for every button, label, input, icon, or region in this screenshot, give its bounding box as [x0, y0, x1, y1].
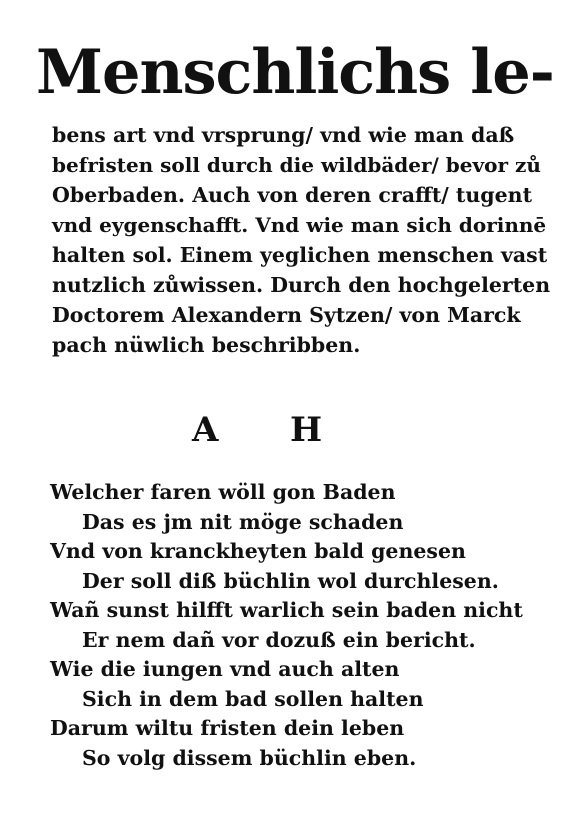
verse-block [50, 478, 550, 773]
verse-line: Welcher faren wöll gon Baden [50, 480, 396, 504]
text-line: befristen soll durch die wildbäder/ bevor zů [52, 153, 541, 177]
text-line: vnd eygenschafft. Vnd wie man sich dorinnē [52, 213, 547, 237]
verse-line: Vnd von kranckheyten bald genesen [50, 539, 466, 563]
verse-line: So volg dissem büchlin eben. [82, 745, 417, 770]
text-line: Doctorem Alexandern Sytzen/ von Marck [52, 303, 521, 327]
verse-line: Er nem dañ vor dozuß ein bericht. [82, 627, 476, 652]
text-line: halten sol. Einem yeglichen menschen vast [52, 243, 548, 267]
page-title: Menschlichs le- [36, 37, 554, 108]
verse-line: Wañ sunst hilfft warlich sein baden nicht [50, 598, 523, 622]
text-line: pach nüwlich beschribben. [52, 333, 361, 357]
verse-line: Sich in dem bad sollen halten [82, 686, 424, 711]
mark-letter-h: H [290, 410, 323, 450]
verse-line: Der soll diß büchlin wol durchlesen. [82, 568, 499, 593]
verse-line: Darum wiltu fristen dein leben [50, 716, 405, 740]
text-line: nutzlich zůwissen. Durch den hochgelerten [52, 273, 551, 297]
text-line: bens art vnd vrsprung/ vnd wie man daß [52, 123, 515, 147]
title-continuation [52, 120, 552, 360]
verse-line: Das es jm nit möge schaden [82, 509, 404, 534]
verse-line: Wie die iungen vnd auch alten [50, 657, 400, 681]
mark-letter-a: A [192, 410, 219, 450]
text-line: Oberbaden. Auch von deren crafft/ tugent [52, 183, 533, 207]
